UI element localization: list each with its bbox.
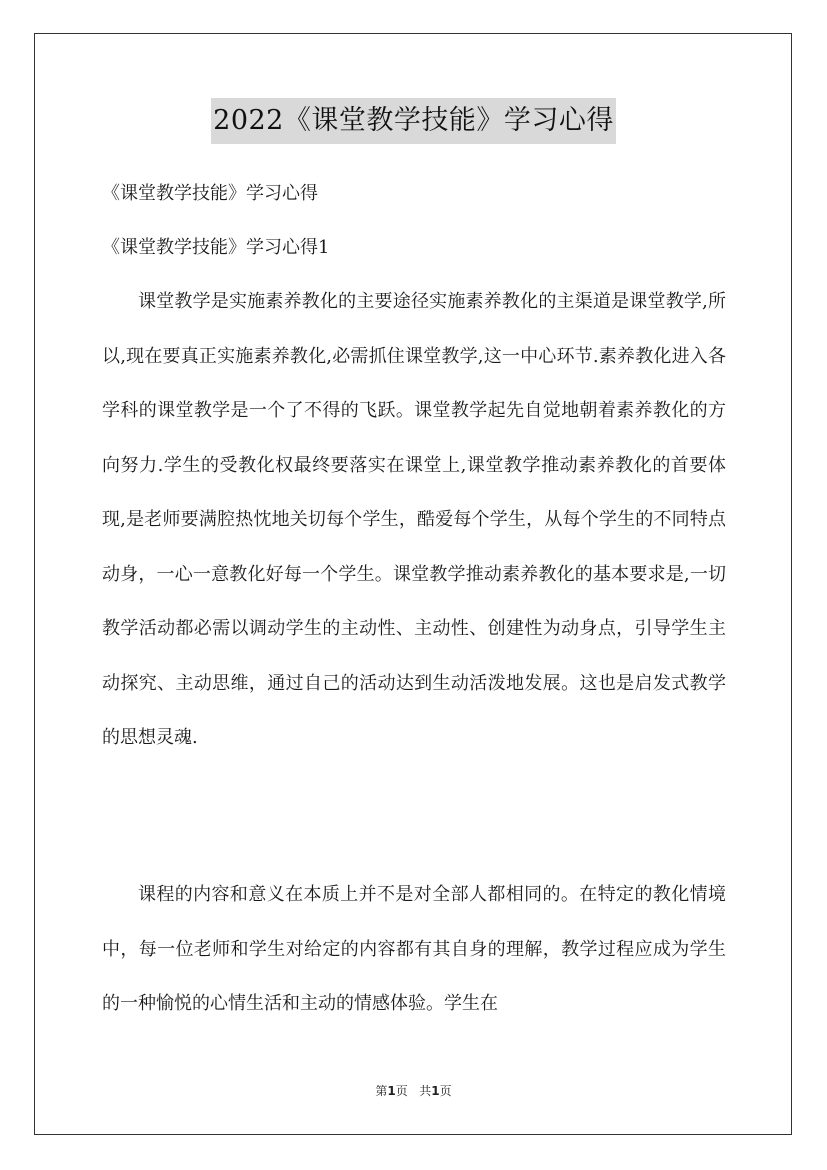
subtitle-2: 《课堂教学技能》学习心得1 — [102, 237, 330, 258]
footer-page-prefix: 第 — [375, 1084, 388, 1098]
document-title: 2022《课堂教学技能》学习心得 — [211, 98, 616, 144]
footer-total-pages: 1 — [431, 1084, 440, 1098]
paragraph-1: 课堂教学是实施素养教化的主要途径实施素养教化的主渠道是课堂教学,所以,现在要真正实施素养教化,必需抓住课堂教学,这一中心环节.素养教化进入各学科的课堂教学是一个了不得的飞跃。课堂教学起先自觉地朝着素养教化的方向努力.学生的受教化权最终要落实在课堂上,课堂教学推动素养教化的首要体现,是老师要满腔热忱地关切每个学生，酷爱每个学生，从每个学生的不同特点动身，一心一意教化好每一个学生。课堂教学推动素养教化的基本要求是,一切教学活动都必需以调动学生的主动性、主动性、创建性为动身点，引导学生主动探究、主动思维，通过自己的活动达到生动活泼地发展。这也是启发式教学的思想灵魂. — [102, 291, 726, 748]
footer-total-suffix: 页 — [439, 1084, 452, 1098]
footer-total-prefix: 共 — [419, 1084, 432, 1098]
subtitle-1: 《课堂教学技能》学习心得 — [102, 183, 318, 204]
paragraph-2: 课程的内容和意义在本质上并不是对全部人都相同的。在特定的教化情境中，每一位老师和学生对给定的内容都有其自身的理解，教学过程应成为学生的一种愉悦的心情生活和主动的情感体验。学生在 — [102, 884, 726, 1014]
footer-page-number: 1 — [387, 1084, 396, 1098]
title-wrap — [0, 98, 827, 144]
footer-page-suffix: 页 — [395, 1084, 408, 1098]
page-footer — [0, 1083, 827, 1099]
